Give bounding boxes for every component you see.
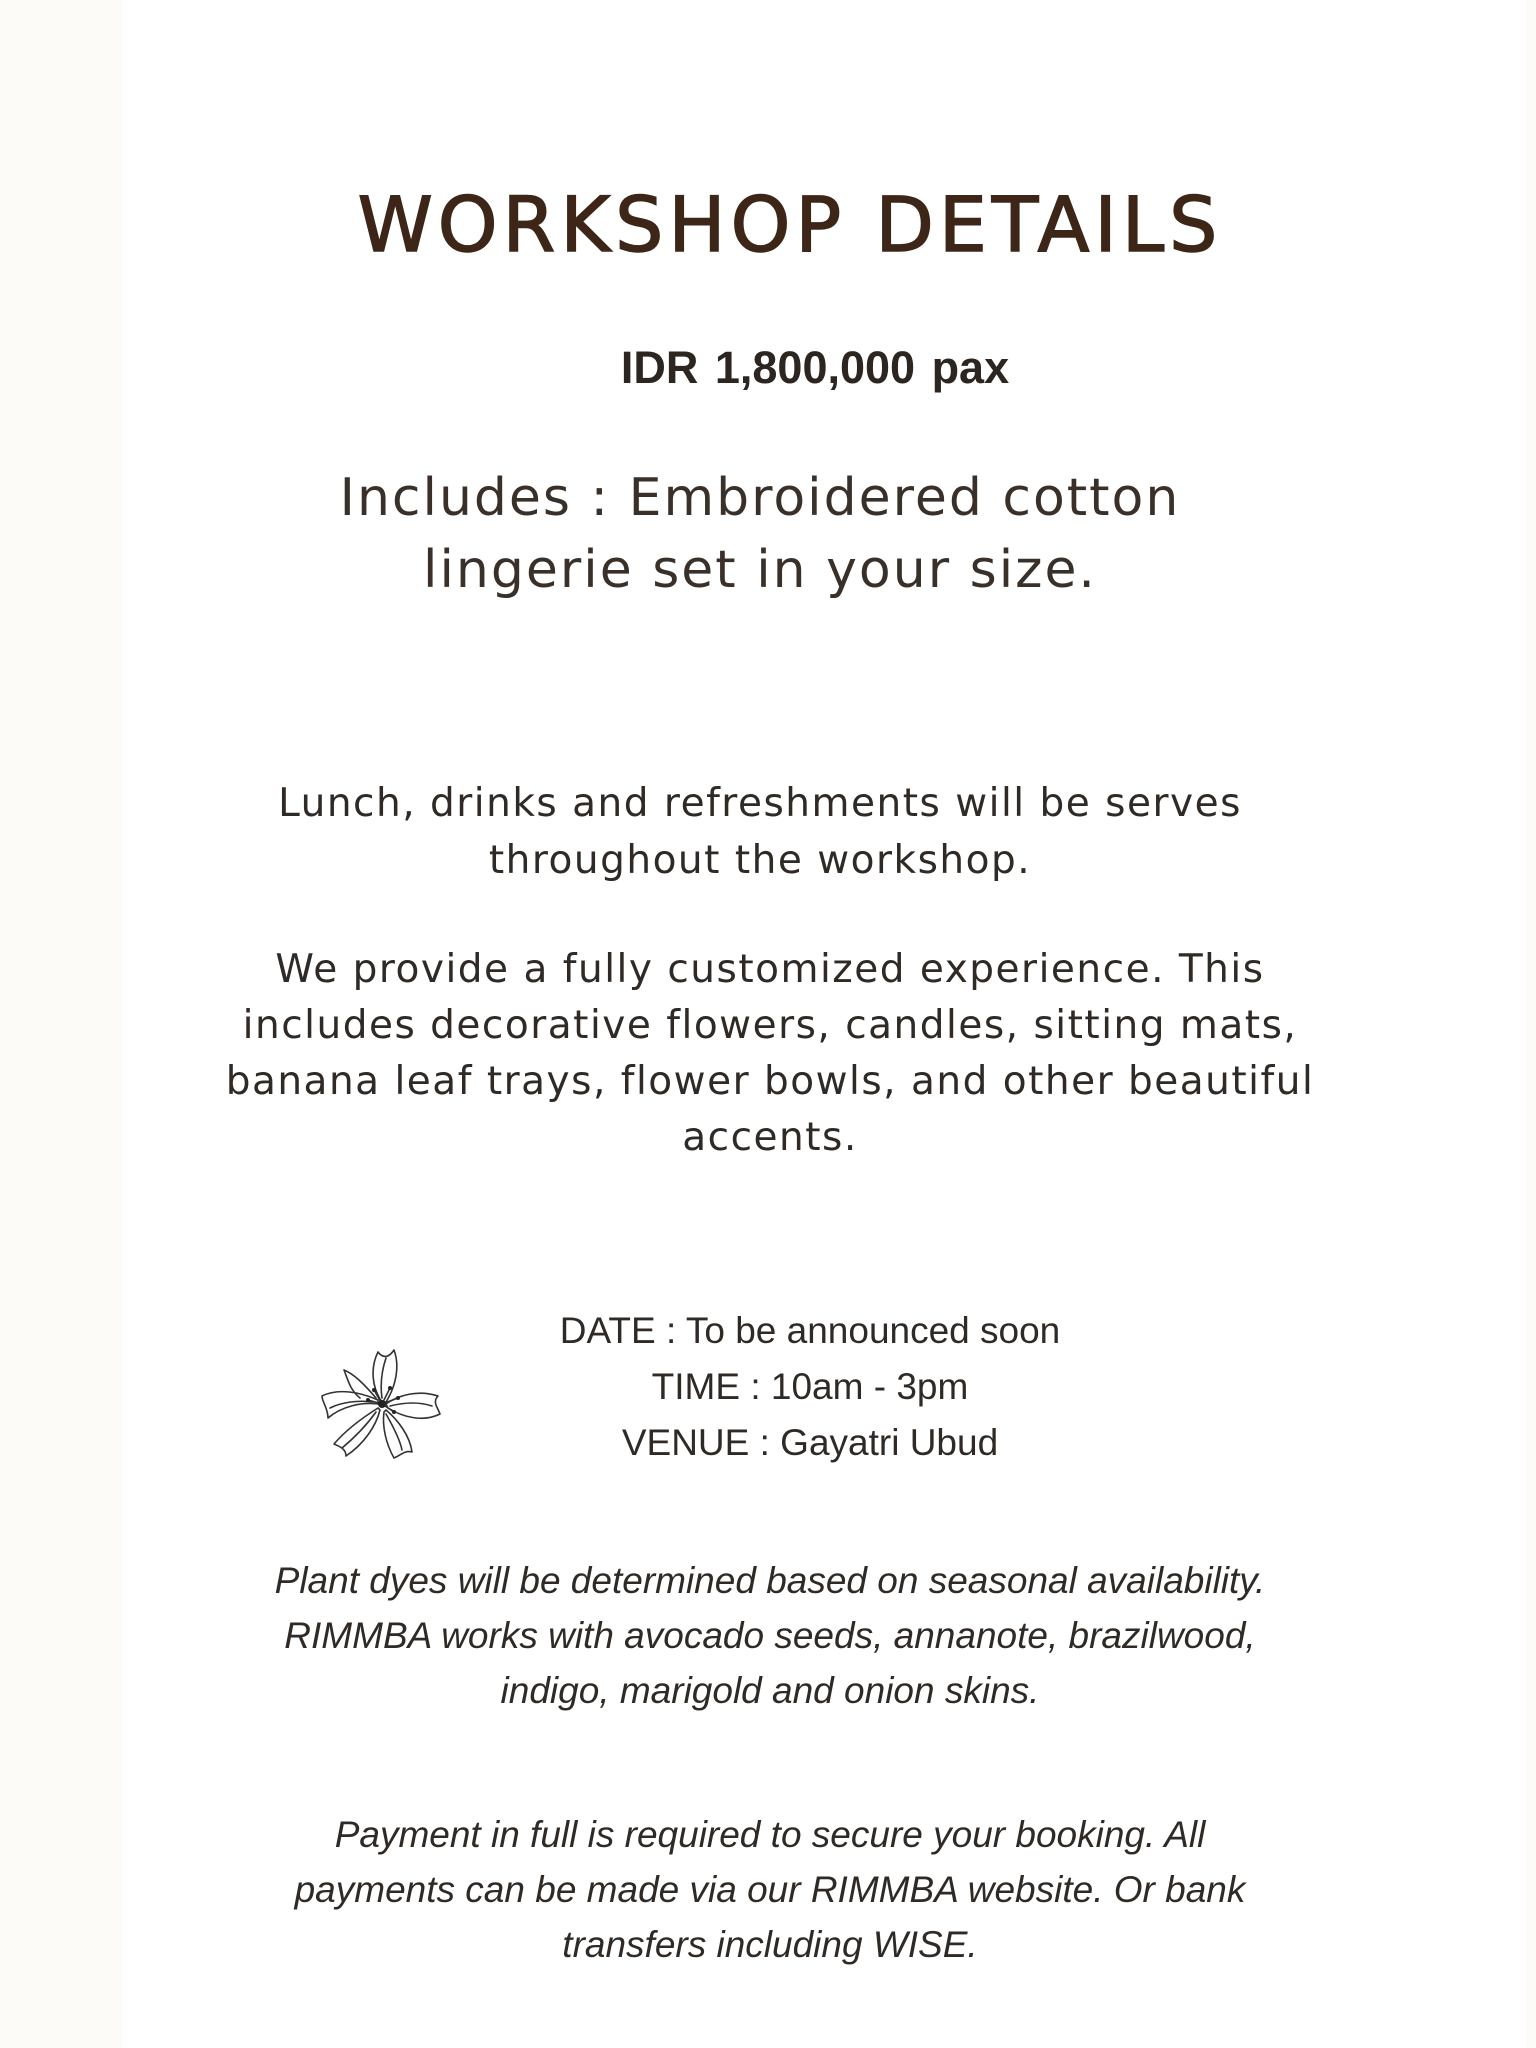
payment-note xyxy=(160,1807,1380,1972)
date-line: DATE : To be announced soon xyxy=(559,1310,1061,1351)
lunch-line: Lunch, drinks and refreshments will be serves xyxy=(278,781,1242,826)
payment-line: Payment in full is required to secure your booking. All xyxy=(334,1814,1206,1855)
time-line: TIME : 10am - 3pm xyxy=(651,1366,969,1407)
lunch-text xyxy=(160,775,1360,889)
experience-line: accents. xyxy=(682,1115,858,1160)
plant-dyes-note xyxy=(160,1553,1380,1718)
event-details xyxy=(480,1303,1140,1471)
includes-line: Includes : Embroidered cotton xyxy=(339,468,1181,528)
includes-line: lingerie set in your size. xyxy=(423,540,1097,600)
dyes-line: Plant dyes will be determined based on seasonal availability. xyxy=(274,1560,1266,1601)
experience-text xyxy=(160,942,1380,1166)
payment-line: transfers including WISE. xyxy=(562,1924,978,1965)
right-margin-band xyxy=(1526,0,1536,2048)
experience-line: We provide a fully customized experience. This xyxy=(275,947,1265,992)
dyes-line: indigo, marigold and onion skins. xyxy=(500,1670,1040,1711)
experience-line: includes decorative flowers, candles, sitting mats, xyxy=(242,1003,1298,1048)
dyes-line: RIMMBA works with avocado seeds, annanote, brazilwood, xyxy=(284,1615,1256,1656)
left-margin-band xyxy=(0,0,122,2048)
page-title: WORKSHOP DETAILS xyxy=(357,180,1223,269)
experience-line: banana leaf trays, flower bowls, and other beautiful xyxy=(225,1059,1315,1104)
venue-line: VENUE : Gayatri Ubud xyxy=(621,1422,999,1463)
flower-icon xyxy=(320,1340,448,1468)
payment-line: payments can be made via our RIMMBA website. Or bank xyxy=(294,1869,1246,1910)
includes-text xyxy=(160,462,1360,606)
price-label: IDR 1,800,000 pax xyxy=(620,342,1010,393)
lunch-line: throughout the workshop. xyxy=(488,838,1032,883)
